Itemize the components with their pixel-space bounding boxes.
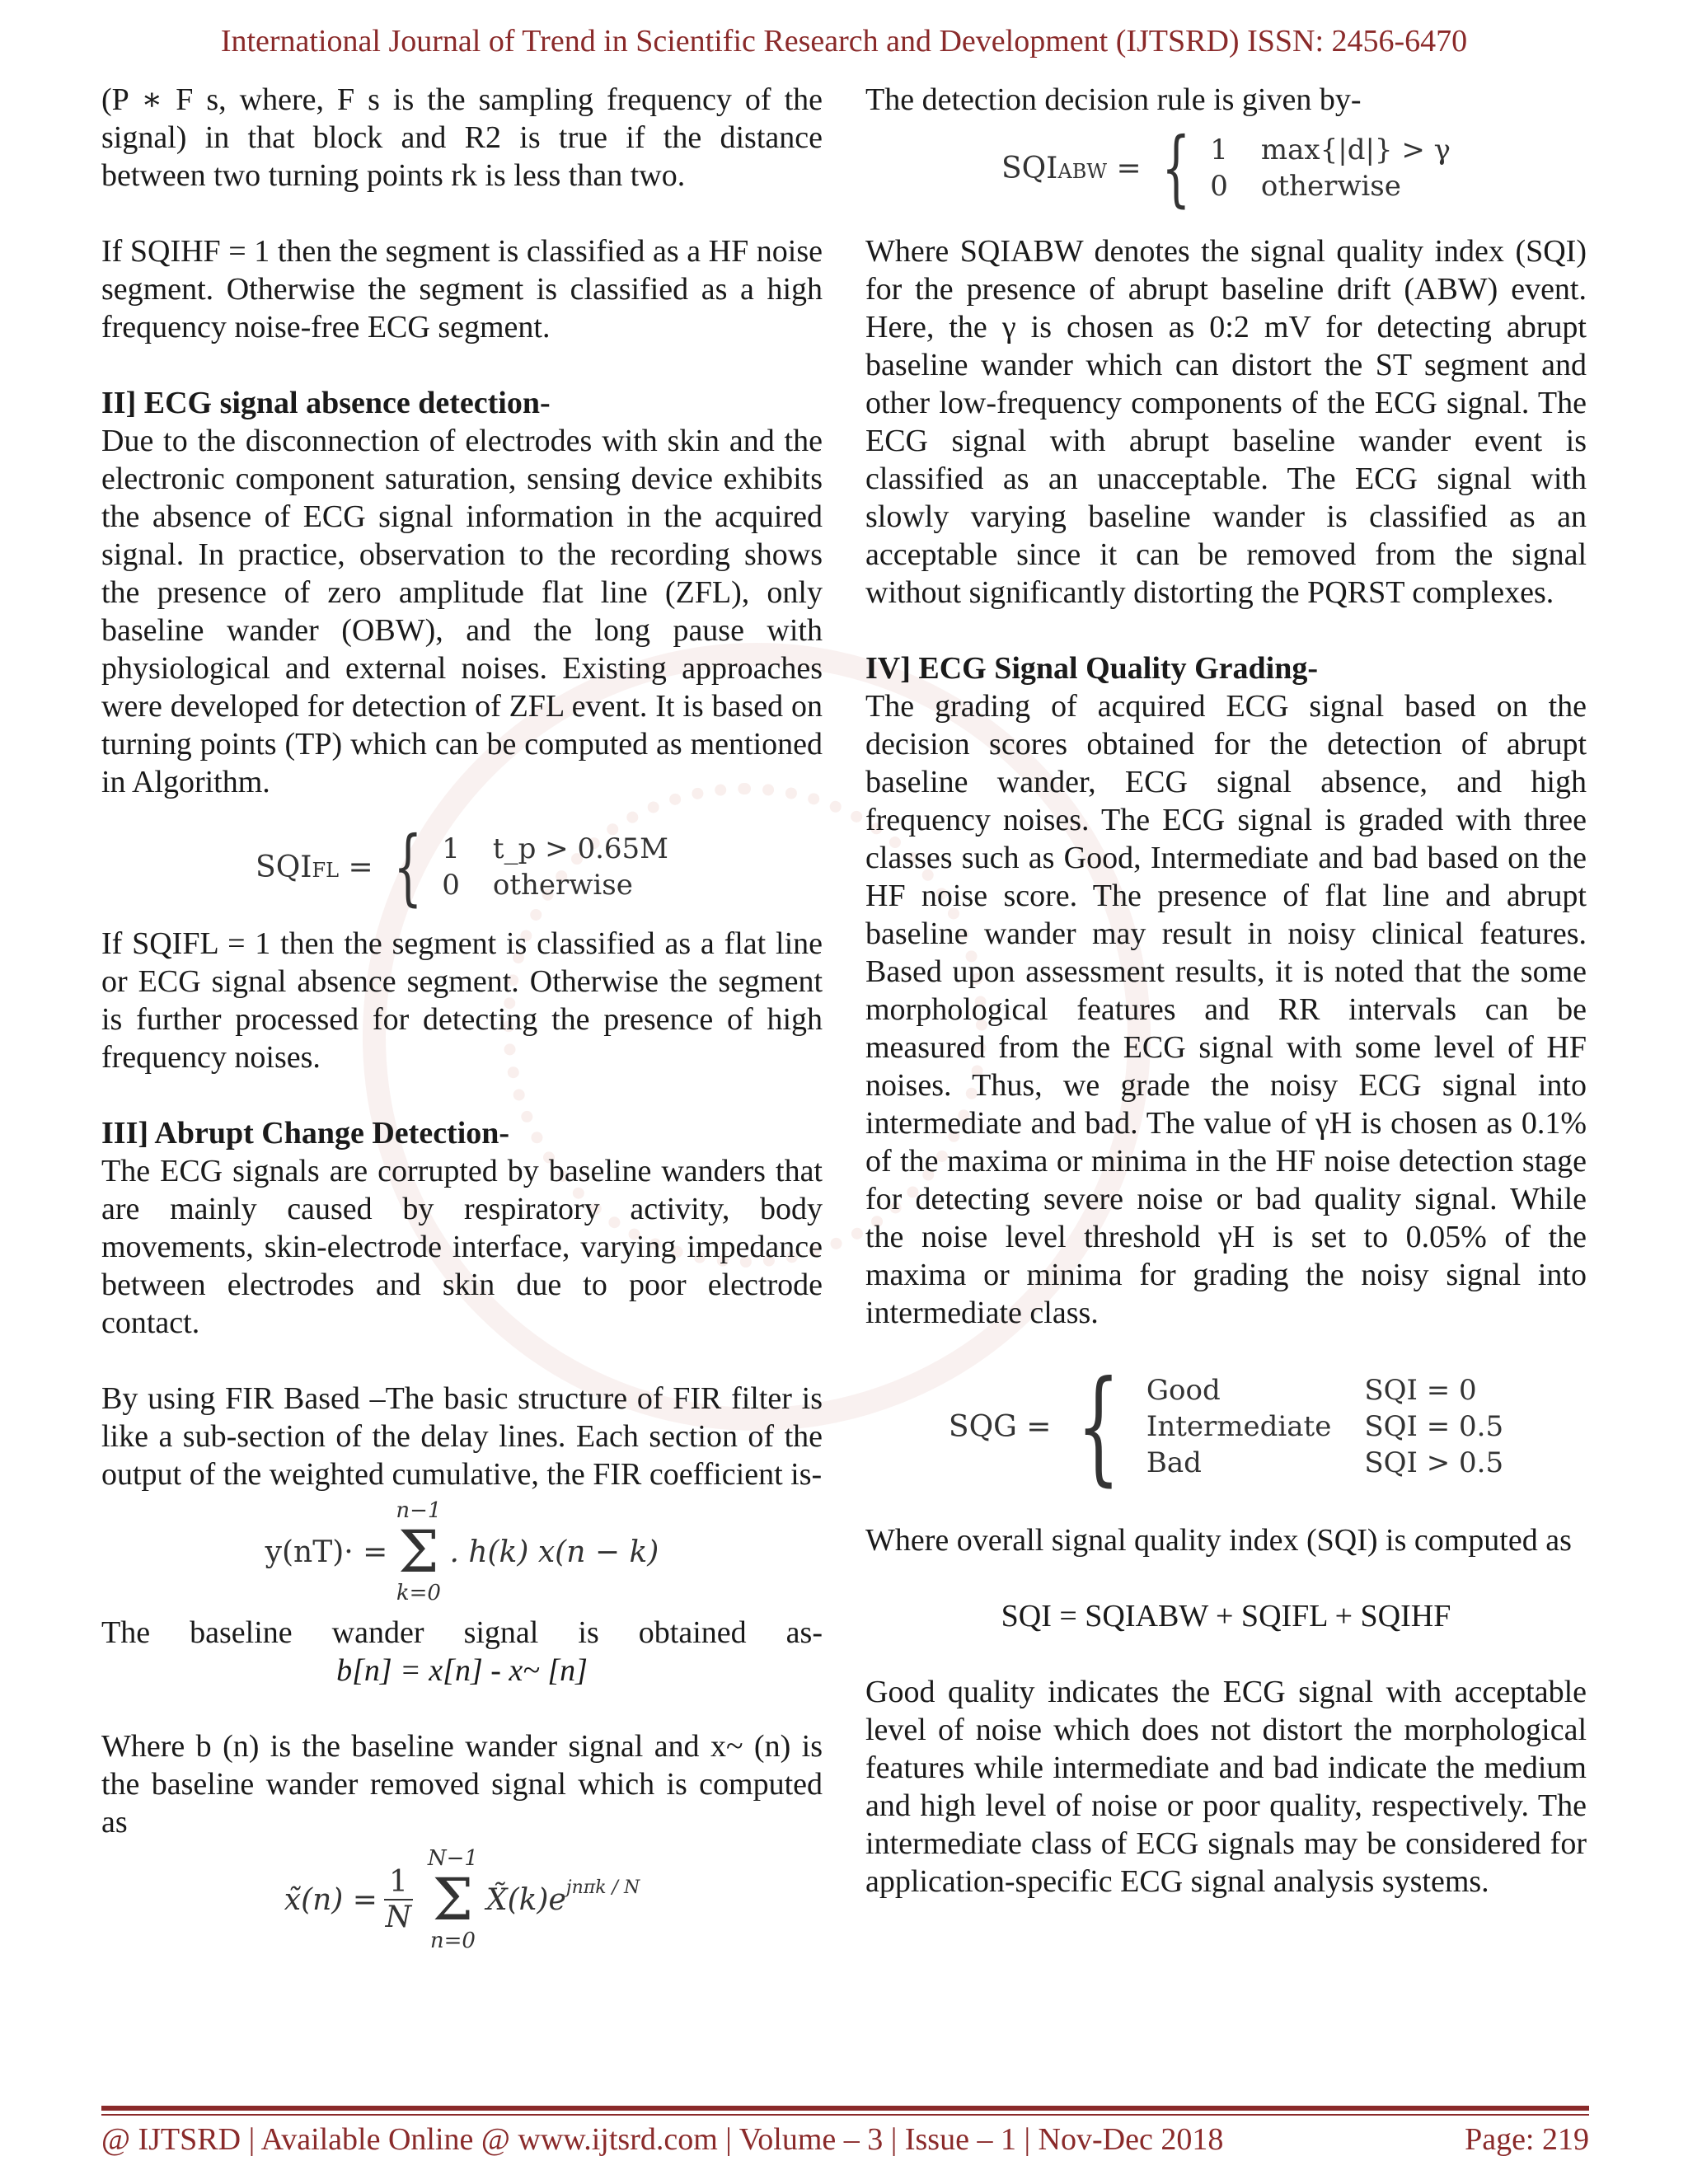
- paragraph: Due to the disconnection of electrodes with skin and the electronic component saturation, sensing device exhibits the absence of ECG signal information in the acquired signal. In practice, observation to the recording shows the presence of zero amplitude flat line (ZFL), only baseline wander (OBW), and the long pause with physiological and external noises. Existing approaches were developed for detection of ZFL event. It is based on turning points (TP) which can be computed as mentioned in Algorithm.: [101, 424, 823, 799]
- brace-icon: {: [1160, 120, 1190, 216]
- equation-lhs: y(nT)· =: [265, 1535, 388, 1569]
- section-heading: III] Abrupt Change Detection-: [101, 1116, 510, 1151]
- footer-rule: [101, 2114, 1589, 2116]
- case-value: 1: [442, 832, 460, 865]
- case-value: 0: [1210, 170, 1228, 203]
- paragraph: (P ∗ F s, where, F s is the sampling frequency of the signal) in that block and R2 is true if the distance between two turning points rk is less than two.: [101, 82, 823, 193]
- page-footer: [101, 2121, 1589, 2158]
- brace-icon: {: [392, 818, 422, 915]
- paragraph: If SQIHF = 1 then the segment is classified as a HF noise segment. Otherwise the segment is classified as a high frequency noise-free ECG segment.: [101, 234, 823, 344]
- grade-condition: SQI = 0.5: [1364, 1410, 1504, 1443]
- case-condition: max{|d|} > γ: [1260, 134, 1451, 166]
- footer-info: @ IJTSRD | Available Online @ www.ijtsrd.com | Volume – 3 | Issue – 1 | Nov-Dec 2018: [101, 2122, 1224, 2157]
- grade-label: Good: [1146, 1374, 1221, 1407]
- summation-icon: N−1 Σ n=0: [427, 1846, 478, 1953]
- paragraph: The grading of acquired ECG signal based on the decision scores obtained for the detection of abrupt baseline wander, ECG signal absence, and high frequency noises. The ECG signal is graded with three classes such as Good, Intermediate and bad based on the HF noise score. The presence of flat line and abrupt baseline wander may result in noisy clinical features. Based upon assessment results, it is noted that the some morphological features and RR intervals can be measured from the ECG signal with some level of HF noises. Thus, we grade the noisy ECG signal into intermediate and bad. The value of γH is chosen as 0.1% of the maxima or minima in the HF noise detection stage for detecting severe noise or bad quality signal. While the noise level threshold γH is set to 0.05% of the maxima or minima for grading the noisy signal into intermediate class.: [865, 689, 1587, 1330]
- equation-body: . h(k) x(n − k): [449, 1535, 659, 1569]
- paragraph: By using FIR Based –The basic structure of FIR filter is like a sub-section of the delay lines. Each section of the output of the weighted cumulative, the FIR coefficient is-: [101, 1381, 823, 1492]
- equation-lhs: SQG =: [948, 1409, 1052, 1444]
- equation-sqi-total: SQI = SQIABW + SQIFL + SQIHF: [1001, 1599, 1451, 1633]
- equation-lhs: SQIABW =: [1001, 151, 1142, 185]
- paragraph: The baseline wander signal is obtained as-: [101, 1615, 823, 1650]
- sqg-cases: [1146, 1374, 1503, 1479]
- grade-label: Bad: [1146, 1446, 1202, 1479]
- equation-lhs: SQIFL =: [256, 850, 373, 884]
- equation-idft: [101, 1846, 823, 1953]
- right-column: [865, 81, 1587, 1900]
- equation-sqg: [865, 1355, 1587, 1498]
- paragraph: The ECG signals are corrupted by baseline wanders that are mainly caused by respiratory activity, body movements, skin-electrode interface, varying impedance between electrodes and skin due to poor electrode contact.: [101, 1154, 823, 1340]
- equation-exponent: jnπk / N: [565, 1877, 640, 1898]
- left-column: [101, 81, 823, 1953]
- case-value: 0: [442, 869, 460, 902]
- equation-fir: [101, 1498, 823, 1605]
- grade-condition: SQI > 0.5: [1364, 1446, 1504, 1479]
- equation-body: X̃(k)e: [485, 1882, 566, 1917]
- page-number: Page: 219: [1465, 2122, 1589, 2157]
- grade-label: Intermediate: [1146, 1410, 1332, 1443]
- case-condition: otherwise: [492, 869, 633, 902]
- summation-icon: n−1 Σ k=0: [396, 1498, 442, 1605]
- fraction: $\frac{1}{N}$: [385, 1865, 412, 1934]
- case-condition: otherwise: [1260, 170, 1401, 203]
- case-value: 1: [1210, 134, 1228, 166]
- case-condition: t_p > 0.65M: [492, 832, 668, 865]
- paragraph: Where b (n) is the baseline wander signal and x~ (n) is the baseline wander removed signal which is computed as: [101, 1729, 823, 1840]
- paragraph: Good quality indicates the ECG signal with acceptable level of noise which does not distort the morphological features while intermediate and bad indicate the medium and high level of noise or poor quality, respectively. The intermediate class of ECG signals may be considered for application-specific ECG signal analysis systems.: [865, 1675, 1587, 1899]
- equation-sqi-abw: [865, 120, 1587, 216]
- journal-header: International Journal of Trend in Scientific Research and Development (IJTSRD) ISSN: 2456-6470: [220, 24, 1468, 59]
- footer-rule: [101, 2106, 1589, 2111]
- section-heading: II] ECG signal absence detection-: [101, 386, 551, 420]
- paragraph: If SQIFL = 1 then the segment is classified as a flat line or ECG signal absence segment. Otherwise the segment is further processed for detecting the presence of high frequency noises.: [101, 926, 823, 1075]
- section-heading: IV] ECG Signal Quality Grading-: [865, 651, 1318, 686]
- paragraph: Where SQIABW denotes the signal quality index (SQI) for the presence of abrupt baseline drift (ABW) event. Here, the γ is chosen as 0:2 mV for detecting abrupt baseline wander which can distort the ST segment and other low-frequency components of the ECG signal. The ECG signal with abrupt baseline wander event is classified as an unacceptable. The ECG signal with slowly varying baseline wander is classified as an acceptable since it can be removed from the signal without significantly distorting the PQRST complexes.: [865, 234, 1587, 610]
- equation-baseline: b[n] = x[n] - x~ [n]: [336, 1653, 588, 1688]
- paragraph: The detection decision rule is given by-: [865, 82, 1362, 117]
- equation-lhs: x̃(n) =: [284, 1882, 377, 1917]
- brace-icon: {: [1076, 1355, 1121, 1498]
- grade-condition: SQI = 0: [1364, 1374, 1477, 1407]
- paragraph: Where overall signal quality index (SQI) is computed as: [865, 1523, 1572, 1558]
- equation-sqi-fl: [101, 818, 823, 915]
